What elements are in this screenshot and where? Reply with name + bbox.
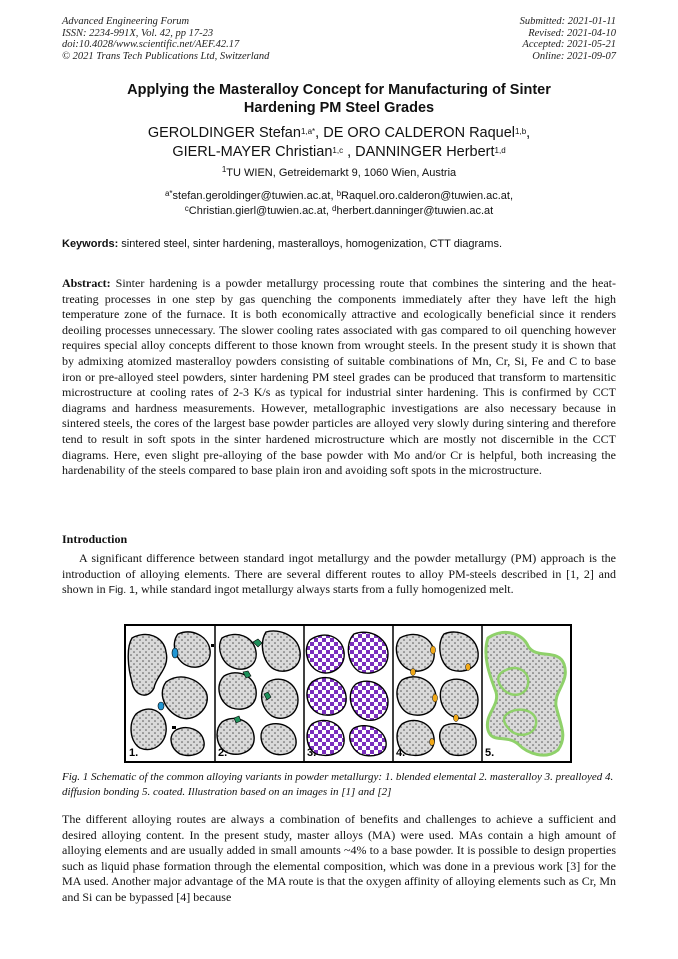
introduction-paragraph-2: The different alloying routes are always a combination of benefits and challenges to achieve a sufficient and desired alloying content. In the present study, master alloys (MA) were used. MAs contain a high amount of alloying elements and are usually added in small amounts ~4% to a base powder. It is possible to design properties such as liquid phase formation through the elemental composition, which was done in a previous work [3] for the MA used. Another major advantage of the MA route is that the oxygen affinity of alloying elements such as Cr, Mn and Si can be bypassed [4] because — [62, 812, 616, 904]
intro-text: , while standard ingot metallurgy always starts from a fully homogenized melt. — [134, 582, 514, 597]
author-name: GEROLDINGER Stefan — [147, 125, 301, 141]
email-sup: c — [184, 203, 189, 213]
email-link[interactable]: Raquel.oro.calderon@tuwien.ac.at, — [341, 190, 514, 202]
title-line-1: Applying the Masteralloy Concept for Manufacturing of Sinter — [127, 82, 551, 98]
author-name: DE ORO CALDERON Raquel — [323, 125, 516, 141]
journal-doi: doi:10.4028/www.scientific.net/AEF.42.17 — [62, 39, 240, 50]
panel-coated — [485, 632, 565, 759]
author-sup: 1,b — [515, 127, 527, 136]
journal-issn: ISSN: 2234-991X, Vol. 42, pp 17-23 — [62, 27, 214, 39]
panel-label: 2. — [218, 747, 228, 759]
date-accepted: Accepted: 2021-05-21 — [522, 39, 616, 50]
author-sup: 1,a* — [300, 127, 316, 136]
author-line-1 — [62, 124, 616, 143]
keywords-label: Keywords: — [62, 238, 119, 250]
affiliation — [62, 167, 616, 179]
date-submitted: Submitted: 2021-01-11 — [519, 16, 616, 27]
author-name: GIERL-MAYER Christian — [172, 144, 333, 160]
email-line-2 — [62, 204, 616, 219]
introduction-paragraph-1 — [62, 551, 616, 599]
panel-diffusion-bonding — [396, 632, 478, 759]
author-separator: , — [526, 125, 531, 141]
email-sup: a* — [164, 189, 173, 198]
affiliation-text: TU WIEN, Getreidemarkt 9, 1060 Wien, Austria — [226, 167, 457, 179]
keywords-text: sintered steel, sinter hardening, masteralloys, homogenization, CTT diagrams. — [118, 238, 503, 250]
panel-label: 5. — [485, 747, 495, 759]
journal-info — [62, 16, 269, 62]
author-name: DANNINGER Herbert — [355, 144, 495, 160]
email-sup: d — [332, 203, 337, 213]
email-sup: b — [336, 189, 342, 198]
title-line-2: Hardening PM Steel Grades — [243, 100, 435, 116]
author-separator: , — [343, 144, 356, 160]
panel-prealloyed — [306, 632, 388, 759]
author-list — [62, 124, 616, 162]
journal-copyright: © 2021 Trans Tech Publications Ltd, Switzerland — [62, 50, 270, 62]
panel-masteralloy — [217, 631, 300, 759]
journal-name: Advanced Engineering Forum — [62, 16, 190, 27]
email-line-1 — [62, 189, 616, 204]
panel-label: 3. — [307, 747, 317, 759]
affiliation-sup: 1 — [221, 165, 227, 174]
author-sup: 1,d — [494, 146, 506, 155]
abstract-label: Abstract: — [62, 276, 111, 290]
author-sup: 1,c — [332, 146, 344, 155]
date-revised: Revised: 2021-04-10 — [528, 27, 616, 39]
intro-text: A significant difference between standard ingot metallurgy and the powder metallurgy (PM) approach is the introduction of alloying elements. There are several different routes to alloy PM-steels described in [1, 2] and shown in — [62, 551, 616, 597]
panel-label: 4. — [396, 747, 406, 759]
keywords — [62, 238, 616, 250]
figure-1 — [124, 624, 572, 763]
email-link[interactable]: Christian.gierl@tuwien.ac.at, — [188, 204, 333, 217]
abstract-text: Sinter hardening is a powder metallurgy processing route that combines the sintering and the heat-treating processes in one step by gas quenching the components immediately after they have left the high temperature zone of the furnace. It is both economically attractive and ecologically beneficial since it renders deoiling processes unnecessary. The slower cooling rates associated with gas compared to oil quenching however requires special alloy concepts different to those known from wrought steels. In the present study it is shown that by admixing atomized masteralloy powders consisting of suitable combinations of Mn, Cr, Si, Fe and C to base iron or pre-alloyed steel powders, sinter hardening PM steel grades can be produced that transform to martensitic microstructure at cooling rates of 2-3 K/s as typical for industrial sinter hardening. This is confirmed by CCT diagrams and hardness measurements. However, metallographic investigations are also necessary because in sintered steels, the cores of the largest base powder particles are alloyed very slowly during sintering and therefore tend to result in soft spots in the sinter hardened microstructure which are mostly not discernible in the CCT diagrams. Here, even slight pre-alloying of the base powder with Mo and/or Cr is helpful, both increasing the hardenability of the steels compared to base plain iron and avoiding soft spots in the microstructure. — [62, 276, 616, 478]
figure-reference-link[interactable]: Fig. 1 — [108, 584, 135, 597]
alloying-variants-illustration — [126, 626, 570, 761]
author-line-2 — [62, 143, 616, 162]
figure-caption: Fig. 1 Schematic of the common alloying variants in powder metallurgy: 1. blended elemental 2. masteralloy 3. prealloyed 4. diffusion bonding 5. coated. Illustration based on an images in [1] and [2] — [62, 771, 614, 798]
author-separator: , — [315, 125, 324, 141]
submission-dates — [520, 16, 616, 62]
abstract — [62, 276, 616, 479]
email-link[interactable]: stefan.geroldinger@tuwien.ac.at, — [172, 190, 337, 202]
section-heading-introduction: Introduction — [62, 532, 128, 546]
author-emails — [62, 189, 616, 218]
panel-label: 1. — [129, 747, 139, 759]
email-link[interactable]: herbert.danninger@tuwien.ac.at — [336, 204, 494, 217]
paper-title — [62, 81, 616, 117]
date-online: Online: 2021-09-07 — [532, 50, 616, 62]
panel-blended-elemental — [128, 632, 214, 759]
